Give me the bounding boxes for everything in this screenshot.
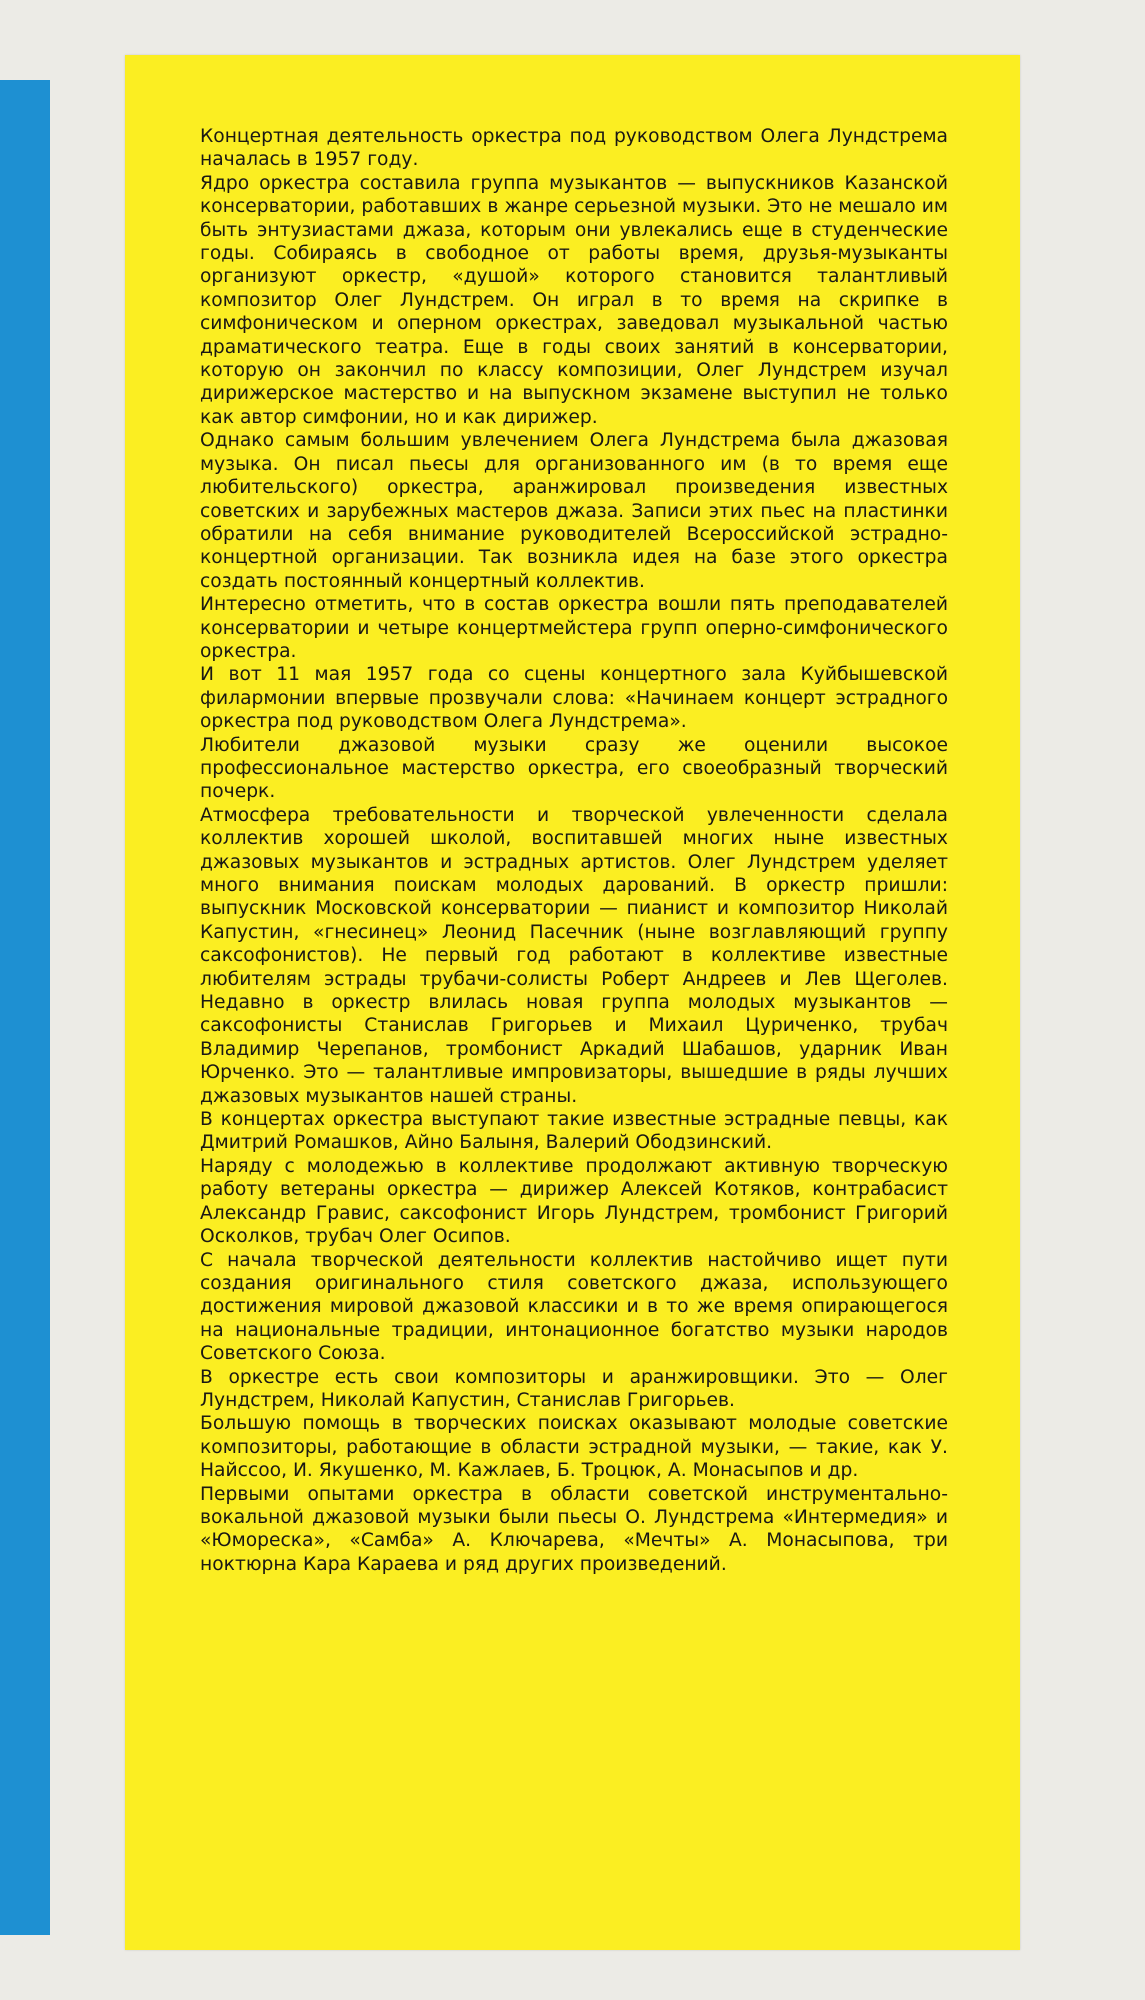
paragraph: Ядро оркестра составила группа музыкантов — выпускников Казанской консерватории, работавших в жанре серьезной музыки. Это не мешало им быть энтузиастами джаза, которым они увлекались еще в студенческие годы. Собираясь в свободное от работы время, друзья-музыканты организуют оркестр, «душой» которого становится талантливый композитор Олег Лундстрем. Он играл в то время на скрипке в симфоническом и оперном оркестрах, заведовал музыкальной частью драматического театра. Еще в годы своих занятий в консерватории, которую он закончил по классу композиции, Олег Лундстрем изучал дирижерское мастерство и на выпускном экзамене выступил не только как автор симфонии, но и как дирижер. xyxy=(200,172,948,428)
paragraph: Однако самым большим увлечением Олега Лундстрема была джазовая музыка. Он писал пьесы для организованного им (в то время еще любительского) оркестра, аранжировал произведения известных советских и зарубежных мастеров джаза. Записи этих пьес на пластинки обратили на себя внимание руководителей Всероссийской эстрадно-концертной организации. Так возникла идея на базе этого оркестра создать постоянный концертный коллектив. xyxy=(200,430,948,592)
article-text xyxy=(200,125,948,1576)
blue-cover-edge xyxy=(0,80,50,1935)
paragraph: Любители джазовой музыки сразу же оценили высокое профессиональное мастерство оркестра, его своеобразный творческий почерк. xyxy=(200,734,948,803)
paragraph: Большую помощь в творческих поисках оказывают молодые советские композиторы, работающие в области эстрадной музыки, — такие, как У. Найссоо, И. Якушенко, М. Кажлаев, Б. Троцюк, А. Монасыпов и др. xyxy=(200,1413,948,1482)
paragraph: В оркестре есть свои композиторы и аранжировщики. Это — Олег Лундстрем, Николай Капустин, Станислав Григорьев. xyxy=(200,1366,948,1411)
paragraph: Наряду с молодежью в коллективе продолжают активную творческую работу ветераны оркестра — дирижер Алексей Котяков, контрабасист Александр Гравис, саксофонист Игорь Лундстрем, тромбонист Григорий Осколков, трубач Олег Осипов. xyxy=(200,1155,948,1248)
paragraph: Концертная деятельность оркестра под руководством Олега Лундстрема началась в 1957 году. xyxy=(200,126,948,171)
paragraph: С начала творческой деятельности коллектив настойчиво ищет пути создания оригинального стиля советского джаза, использующего достижения мировой джазовой классики и в то же время опирающегося на национальные традиции, интонационное богатство музыки народов Советского Союза. xyxy=(200,1249,948,1365)
paragraph: Первыми опытами оркестра в области советской инструментально-вокальной джазовой музыки были пьесы О. Лундстрема «Интермедия» и «Юмореска», «Самба» А. Ключарева, «Мечты» А. Монасыпова, три ноктюрна Кара Караева и ряд других произведений. xyxy=(200,1483,948,1575)
paragraph: В концертах оркестра выступают такие известные эстрадные певцы, как Дмитрий Ромашков, Айно Балыня, Валерий Ободзинский. xyxy=(200,1109,948,1154)
paragraph: Атмосфера требовательности и творческой увлеченности сделала коллектив хорошей школой, воспитавшей многих ныне известных джазовых музыкантов и эстрадных артистов. Олег Лундстрем уделяет много внимания поискам молодых дарований. В оркестр пришли: выпускник Московской консерватории — пианист и композитор Николай Капустин, «гнесинец» Леонид Пасечник (ныне возглавляющий группу саксофонистов). Не первый год работают в коллективе известные любителям эстрады трубачи-солисты Роберт Андреев и Лев Щеголев. Недавно в оркестр влилась новая группа молодых музыкантов — саксофонисты Станислав Григорьев и Михаил Цуриченко, трубач Владимир Черепанов, тромбонист Аркадий Шабашов, ударник Иван Юрченко. Это — талантливые импровизаторы, вышедшие в ряды лучших джазовых музыкантов нашей страны. xyxy=(200,804,948,1107)
paragraph: Интересно отметить, что в состав оркестра вошли пять преподавателей консерватории и четыре концертмейстера групп оперно-симфонического оркестра. xyxy=(200,594,948,662)
paragraph: И вот 11 мая 1957 года со сцены концертного зала Куйбышевской филармонии впервые прозвучали слова: «Начинаем концерт эстрадного оркестра под руководством Олега Лундстрема». xyxy=(200,664,948,733)
